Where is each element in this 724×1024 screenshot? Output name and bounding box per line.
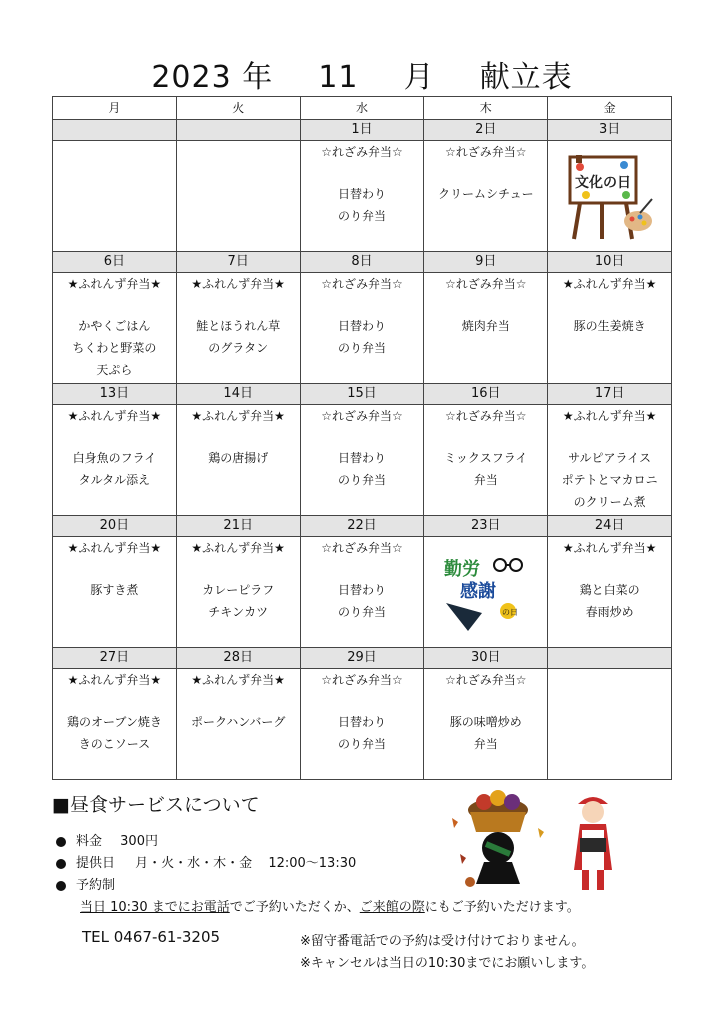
kinro-line-1: 勤労	[444, 559, 481, 580]
menu-item-line: かやくごはん	[78, 319, 151, 333]
menu-item-line: クリームシチュー	[437, 187, 534, 201]
date-cell-mon	[53, 120, 177, 141]
menu-cell-wed	[300, 273, 424, 384]
days-label: 提供日	[76, 856, 116, 871]
page-title	[0, 52, 724, 96]
spacer	[177, 559, 300, 579]
weekday-mon: 月	[53, 97, 177, 120]
date-row	[53, 384, 672, 405]
date-row	[53, 516, 672, 537]
menu-item-line: カレーピラフ	[202, 583, 275, 597]
service-heading: ■昼食サービスについて	[52, 794, 260, 816]
bento-type-label: ★ふれんず弁当★	[191, 277, 285, 291]
bento-type-label: ★ふれんず弁当★	[191, 409, 285, 423]
spacer	[53, 559, 176, 579]
bento-type-label: ☆れざみ弁当☆	[445, 673, 527, 687]
spacer	[301, 163, 424, 183]
date-cell-tue	[176, 120, 300, 141]
menu-item-line: 日替わり	[337, 715, 386, 729]
menu-item-line: 天ぷら	[96, 363, 133, 377]
date-cell-mon: 27日	[53, 648, 177, 669]
menu-cell-mon	[53, 141, 177, 252]
date-cell-tue: 21日	[176, 516, 300, 537]
bento-type-label: ☆れざみ弁当☆	[321, 409, 403, 423]
weekday-tue: 火	[176, 97, 300, 120]
weekday-wed: 水	[300, 97, 424, 120]
spacer	[548, 295, 671, 315]
bento-type-label: ★ふれんず弁当★	[67, 673, 162, 687]
reservation-detail	[80, 896, 580, 915]
hours-value: 12:00～13:30	[268, 856, 357, 871]
bento-type-label: ☆れざみ弁当☆	[321, 145, 403, 159]
spacer	[53, 427, 176, 447]
bento-type-label: ★ふれんず弁当★	[562, 541, 657, 555]
kinro-line-3: の日	[502, 608, 519, 617]
menu-item-line: 弁当	[473, 737, 498, 751]
menu-item-line: のり弁当	[337, 473, 386, 487]
bento-type-label: ★ふれんず弁当★	[67, 409, 162, 423]
menu-item-line: 白身魚のフライ	[72, 451, 157, 465]
menu-row	[53, 669, 672, 780]
menu-cell-wed	[300, 669, 424, 780]
menu-cell-fri	[548, 405, 672, 516]
menu-cell-mon	[53, 273, 177, 384]
bento-type-label: ★ふれんず弁当★	[67, 277, 162, 291]
menu-item-line: きのこソース	[78, 737, 151, 751]
spacer	[301, 295, 424, 315]
spacer	[548, 427, 671, 447]
bullet	[56, 881, 66, 891]
title-year-suffix: 年	[242, 60, 274, 95]
fee-label: 料金	[76, 834, 103, 849]
bento-type-label: ★ふれんず弁当★	[67, 541, 162, 555]
spacer	[177, 427, 300, 447]
bento-type-label: ☆れざみ弁当☆	[321, 541, 403, 555]
menu-row	[53, 405, 672, 516]
menu-cell-thu	[424, 141, 548, 252]
menu-calendar	[52, 96, 672, 780]
bullet	[56, 859, 66, 869]
date-cell-mon: 6日	[53, 252, 177, 273]
menu-cell-mon	[53, 537, 177, 648]
reservation-label: 予約制	[76, 878, 116, 893]
bento-type-label: ☆れざみ弁当☆	[321, 673, 403, 687]
menu-item-line: のり弁当	[337, 737, 386, 751]
date-cell-mon: 13日	[53, 384, 177, 405]
menu-cell-tue	[176, 669, 300, 780]
menu-item-line: 日替わり	[337, 319, 386, 333]
menu-cell-thu	[424, 537, 548, 648]
date-cell-tue: 28日	[176, 648, 300, 669]
spacer	[424, 691, 547, 711]
date-row	[53, 120, 672, 141]
menu-item-line: 焼肉弁当	[461, 319, 510, 333]
spacer	[177, 295, 300, 315]
date-cell-wed: 15日	[300, 384, 424, 405]
menu-item-line: チキンカツ	[208, 605, 269, 619]
note-cancel: ※キャンセルは当日の10:30までにお願いします。	[300, 956, 595, 971]
cook-woman-icon	[568, 790, 618, 894]
date-cell-thu: 16日	[424, 384, 548, 405]
menu-item-line: ポテトとマカロニ	[561, 473, 658, 487]
menu-row	[53, 273, 672, 384]
bento-type-label: ☆れざみ弁当☆	[445, 409, 527, 423]
menu-cell-thu	[424, 405, 548, 516]
reservation-in-person: ご来館の際	[359, 900, 425, 915]
bento-type-label: ☆れざみ弁当☆	[445, 145, 527, 159]
bento-type-label: ★ふれんず弁当★	[562, 409, 657, 423]
note-answering-machine: ※留守番電話での予約は受け付けておりません。	[300, 934, 585, 949]
menu-item-line: 春雨炒め	[585, 605, 634, 619]
date-cell-thu: 9日	[424, 252, 548, 273]
reservation-phone-deadline: 当日 10:30 までにお電話	[80, 900, 230, 915]
date-cell-tue: 14日	[176, 384, 300, 405]
date-cell-fri: 17日	[548, 384, 672, 405]
date-cell-thu: 23日	[424, 516, 548, 537]
date-cell-fri: 10日	[548, 252, 672, 273]
menu-cell-wed	[300, 405, 424, 516]
bullet	[56, 837, 66, 847]
menu-cell-tue	[176, 141, 300, 252]
spacer	[53, 295, 176, 315]
menu-row	[53, 537, 672, 648]
bento-type-label: ☆れざみ弁当☆	[321, 277, 403, 291]
bento-type-label: ☆れざみ弁当☆	[445, 277, 527, 291]
menu-item-line: タルタル添え	[78, 473, 151, 487]
weekday-header-row	[53, 97, 672, 120]
menu-cell-tue	[176, 405, 300, 516]
reservation-text-2: にもご予約いただけます。	[424, 900, 580, 915]
date-cell-wed: 8日	[300, 252, 424, 273]
tel: TEL 0467-61-3205	[82, 928, 221, 946]
menu-cell-wed	[300, 537, 424, 648]
menu-item-line: 豚の生姜焼き	[573, 319, 646, 333]
menu-cell-fri	[548, 669, 672, 780]
menu-item-line: 鮭とほうれん草	[196, 319, 281, 333]
date-cell-wed: 29日	[300, 648, 424, 669]
date-cell-fri: 24日	[548, 516, 672, 537]
title-year: 2023	[151, 60, 232, 95]
harvest-character-icon	[440, 788, 550, 892]
title-label: 献立表	[479, 60, 573, 95]
menu-cell-fri	[548, 273, 672, 384]
bunka-no-hi-icon	[566, 155, 654, 241]
spacer	[301, 691, 424, 711]
menu-cell-thu	[424, 669, 548, 780]
menu-item-line: のり弁当	[337, 209, 386, 223]
weekday-thu: 木	[424, 97, 548, 120]
menu-cell-tue	[176, 273, 300, 384]
bento-type-label: ★ふれんず弁当★	[562, 277, 657, 291]
bunka-text: 文化の日	[575, 175, 632, 191]
fee-row	[56, 830, 158, 849]
menu-row	[53, 141, 672, 252]
menu-cell-fri	[548, 537, 672, 648]
spacer	[53, 691, 176, 711]
menu-item-line: ミックスフライ	[444, 451, 528, 465]
days-value: 月・火・水・木・金	[135, 856, 253, 871]
menu-item-line: 鶏と白菜の	[579, 583, 640, 597]
menu-item-line: 鶏の唐揚げ	[208, 451, 269, 465]
date-cell-thu: 2日	[424, 120, 548, 141]
menu-item-line: サルピアライス	[568, 451, 652, 465]
spacer	[424, 295, 547, 315]
menu-item-line: 日替わり	[337, 583, 386, 597]
date-row	[53, 252, 672, 273]
date-row	[53, 648, 672, 669]
menu-item-line: のり弁当	[337, 341, 386, 355]
menu-item-line: 弁当	[473, 473, 498, 487]
menu-cell-mon	[53, 405, 177, 516]
menu-item-line: のグラタン	[208, 341, 269, 355]
bento-type-label: ★ふれんず弁当★	[191, 673, 285, 687]
menu-item-line: 豚の味噌炒め	[449, 715, 522, 729]
date-cell-mon: 20日	[53, 516, 177, 537]
bento-type-label: ★ふれんず弁当★	[191, 541, 285, 555]
title-month: 11	[318, 60, 359, 95]
kinro-kansha-no-hi-icon	[438, 553, 534, 633]
menu-cell-fri	[548, 141, 672, 252]
menu-item-line: 豚すき煮	[90, 583, 139, 597]
reservation-text-1: でご予約いただくか、	[229, 900, 360, 915]
spacer	[424, 427, 547, 447]
menu-item-line: のり弁当	[337, 605, 386, 619]
date-cell-fri: 3日	[548, 120, 672, 141]
menu-item-line: のクリーム煮	[573, 495, 646, 509]
spacer	[301, 559, 424, 579]
date-cell-wed: 22日	[300, 516, 424, 537]
date-cell-tue: 7日	[176, 252, 300, 273]
date-cell-wed: 1日	[300, 120, 424, 141]
menu-cell-tue	[176, 537, 300, 648]
menu-item-line: ポークハンバーグ	[190, 715, 286, 729]
menu-cell-mon	[53, 669, 177, 780]
menu-item-line: 日替わり	[337, 451, 386, 465]
fee-value: 300円	[120, 834, 158, 849]
date-cell-thu: 30日	[424, 648, 548, 669]
days-row	[56, 852, 356, 871]
menu-item-line: 鶏のオーブン焼き	[66, 715, 162, 729]
menu-item-line: 日替わり	[337, 187, 386, 201]
kinro-line-2: 感謝	[460, 581, 497, 602]
date-cell-fri	[548, 648, 672, 669]
title-month-suffix: 月	[403, 60, 435, 95]
reservation-row	[56, 874, 115, 893]
menu-cell-wed	[300, 141, 424, 252]
weekday-fri: 金	[548, 97, 672, 120]
spacer	[301, 427, 424, 447]
spacer	[548, 559, 671, 579]
menu-item-line: ちくわと野菜の	[72, 341, 157, 355]
spacer	[424, 163, 547, 183]
spacer	[177, 691, 300, 711]
menu-cell-thu	[424, 273, 548, 384]
